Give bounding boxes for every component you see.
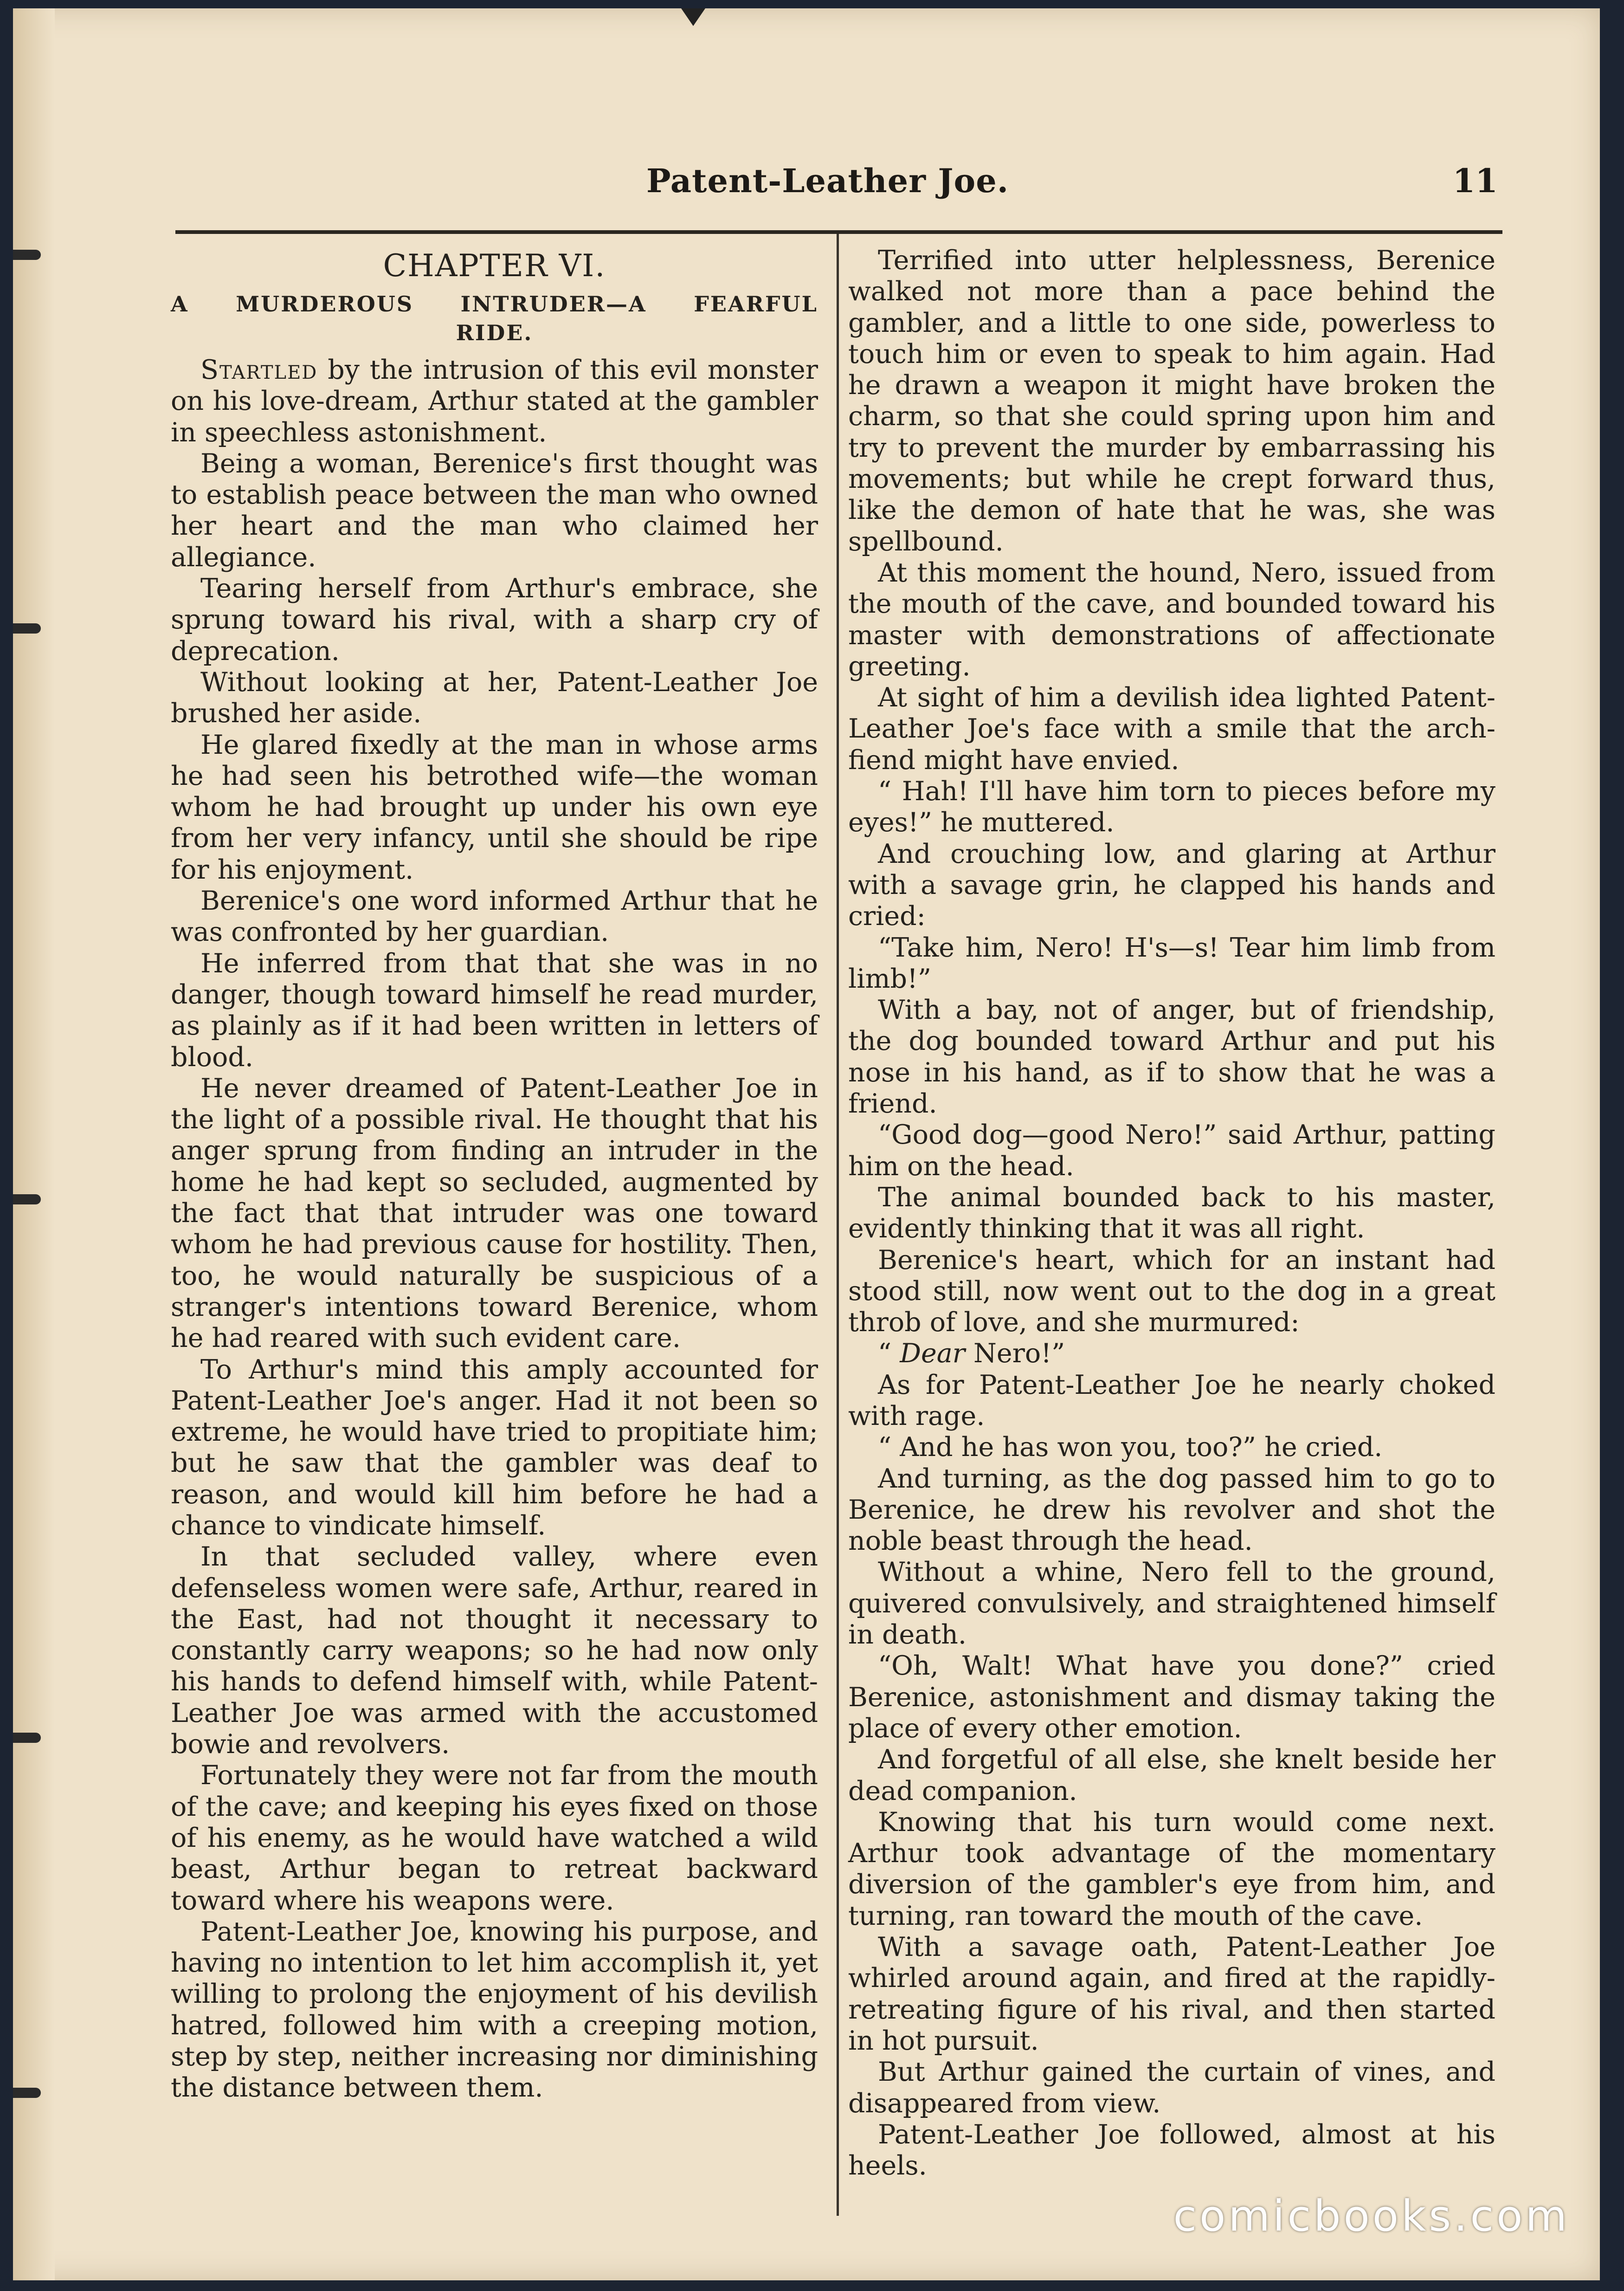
paragraph: “ Hah! I'll have him torn to pieces before my eyes!” he muttered. [848,776,1495,838]
paragraph: At sight of him a devilish idea lighted Patent-Leather Joe's face with a smile that the arch-fiend might have envied. [848,682,1495,776]
page-header [171,162,1498,217]
paragraph: In that secluded valley, where even defenseless women were safe, Arthur, reared in the East, had not thought it necessary to constantly carry weapons; so he had now only his hands to defend himself with, while Patent-Leather Joe was armed with the accustomed bowie and revolvers. [171,1541,818,1760]
paragraph: “ And he has won you, too?” he cried. [878,1432,1383,1463]
paragraph: As for Patent-Leather Joe he nearly choked with rage. [848,1369,1495,1431]
paragraph: And forgetful of all else, she knelt beside her dead companion. [848,1744,1495,1806]
paragraph: Berenice's one word informed Arthur that he was confronted by her guardian. [171,886,818,948]
left-column [171,245,818,2104]
paragraph: To Arthur's mind this amply accounted for Patent-Leather Joe's anger. Had it not been so extreme, he would have tried to propitiate him; but he saw that the gambler was deaf to reason, and would kill him before he had a chance to vindicate himself. [171,1354,818,1541]
binding-edge [13,8,55,2280]
paragraph: Tearing herself from Arthur's embrace, she sprung toward his rival, with a sharp cry of deprecation. [171,573,818,667]
running-title: Patent-Leather Joe. [646,162,1009,200]
subtitle-word: FEARFUL [694,291,818,317]
paragraph: Without looking at her, Patent-Leather Joe brushed her aside. [171,667,818,729]
binding-staple [13,1733,41,1743]
paragraph-text: Nero!” [965,1338,1065,1369]
paragraph [848,1338,1495,1369]
paragraph: Berenice's heart, which for an instant had stood still, now went out to the dog in a great throb of love, and she murmured: [848,1244,1495,1338]
right-column [848,245,1495,2181]
site-watermark: comicbooks.com [1173,2191,1570,2241]
paragraph: He glared fixedly at the man in whose arms he had seen his betrothed wife—the woman whom he had brought up under his own eye from her very infancy, until she should be ripe for his enjoyment. [171,729,818,885]
chapter-subtitle [171,290,818,347]
binding-staple [13,1194,41,1204]
paragraph: And turning, as the dog passed him to go to Berenice, he drew his revolver and shot the noble beast through the head. [848,1463,1495,1557]
page-sheet [13,8,1600,2280]
binding-staple [13,250,41,260]
paragraph: Knowing that his turn would come next. Arthur took advantage of the momentary diversion of the gambler's eye from him, and turning, ran toward the mouth of the cave. [848,1806,1495,1931]
paragraph: Without a whine, Nero fell to the ground, quivered convulsively, and straightened himself in death. [848,1557,1495,1650]
paragraph: “Oh, Walt! What have you done?” cried Berenice, astonishment and dismay taking the place of every other emotion. [848,1650,1495,1744]
paragraph-text: by the intrusion of this evil monster on his love-dream, Arthur stated at the gambler in speechless astonishment. [171,355,818,448]
paragraph: Patent-Leather Joe, knowing his purpose, and having no intention to let him accomplish it, yet willing to prolong the enjoyment of his devilish hatred, followed him with a creeping motion, step by step, neither increasing nor diminishing the distance between them. [171,1916,818,2103]
italic-word: Dear [900,1338,965,1369]
paragraph: At this moment the hound, Nero, issued from the mouth of the cave, and bounded toward his master with demonstrations of affectionate greeting. [848,557,1495,682]
paragraph [171,355,818,448]
page-number: 11 [1452,162,1498,200]
paragraph: With a savage oath, Patent-Leather Joe whirled around again, and fired at the rapidly-retreating figure of his rival, and then started in hot pursuit. [848,1932,1495,2056]
top-notch-mark [681,8,705,26]
column-divider [837,234,839,2216]
paragraph: With a bay, not of anger, but of friendship, the dog bounded toward Arthur and put his nose in his hand, as if to show that he was a friend. [848,995,1495,1120]
paragraph: He never dreamed of Patent-Leather Joe in the light of a possible rival. He thought that his anger sprung from finding an intruder in the home he had kept so secluded, augmented by the fact that that intruder was one toward whom he had previous cause for hostility. Then, too, he would naturally be suspicious of a stranger's intentions toward Berenice, whom he had reared with such evident care. [171,1073,818,1354]
paragraph: Patent-Leather Joe followed, almost at his heels. [848,2119,1495,2181]
subtitle-word: MURDEROUS [236,291,414,317]
paragraph: Being a woman, Berenice's first thought was to establish peace between the man who owned her heart and the man who claimed her allegiance. [171,448,818,573]
header-rule [175,230,1502,234]
paragraph: Fortunately they were not far from the mouth of the cave; and keeping his eyes fixed on those of his enemy, as he would have watched a wild beast, Arthur began to retreat backward toward where his weapons were. [171,1760,818,1916]
subtitle-word: INTRUDER—A [460,291,647,317]
paragraph: Terrified into utter helplessness, Berenice walked not more than a pace behind the gambler, and a little to one side, powerless to touch him or even to speak to him again. Had he drawn a weapon it might have broken the charm, so that she could spring upon him and try to prevent the murder by embarrassing his movements; but while he crept forward thus, like the demon of hate that he was, she was spellbound. [848,245,1495,557]
subtitle-word: A [171,291,189,317]
paragraph: The animal bounded back to his master, evidently thinking that it was all right. [848,1182,1495,1244]
lead-word: Startled [200,355,318,385]
binding-staple [13,623,41,634]
paragraph: And crouching low, and glaring at Arthur with a savage grin, he clapped his hands and cried: [848,838,1495,932]
paragraph: He inferred from that that she was in no danger, though toward himself he read murder, as plainly as if it had been written in letters of blood. [171,948,818,1073]
quote-open: “ [878,1338,900,1369]
paragraph: “Take him, Nero! H's—s! Tear him limb from limb!” [848,932,1495,994]
paragraph: But Arthur gained the curtain of vines, and disappeared from view. [848,2057,1495,2119]
paragraph: “Good dog—good Nero!” said Arthur, patting him on the head. [848,1120,1495,1182]
subtitle-line: RIDE. [456,320,533,345]
chapter-heading: CHAPTER VI. [383,248,606,284]
binding-staple [13,2088,41,2098]
